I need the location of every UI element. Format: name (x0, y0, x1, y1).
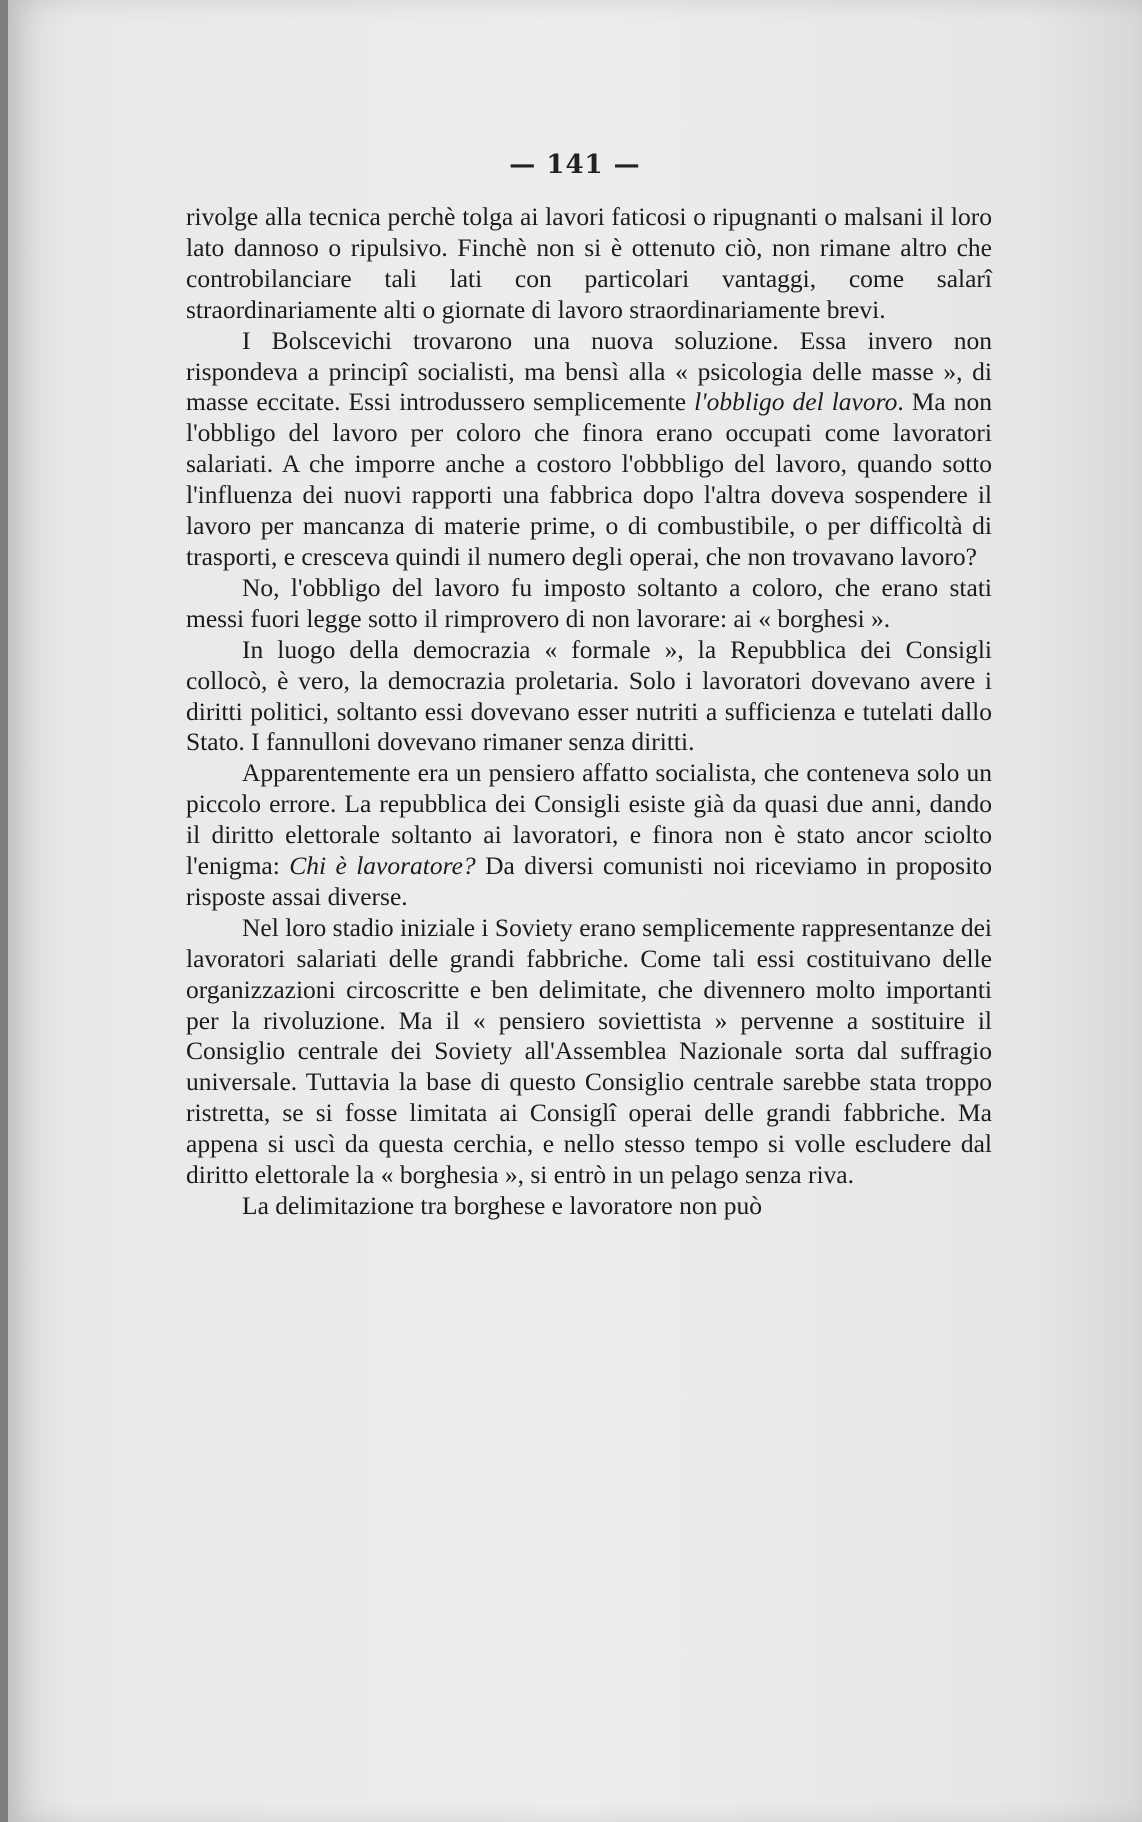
book-page (8, 0, 1142, 1822)
paragraph (186, 573, 992, 635)
paragraph-text: . Ma non l'obbligo del lavoro per coloro che finora erano occupati come lavoratori salariati. A che imporre anche a costoro l'obbbligo del lavoro, quando sotto l'influenza dei nuovi rapporti una fabbrica dopo l'altra doveva sospendere il lavoro per mancanza di materie prime, o di combustibile, o per difficoltà di trasporti, e cresceva quindi il numero degli operai, che non trovavano lavoro? (186, 387, 992, 571)
paragraph (186, 202, 992, 326)
paragraph-text: Da diversi comunisti noi riceviamo in proposito risposte assai diverse. (186, 851, 992, 911)
paragraph (186, 758, 992, 913)
body-text (186, 202, 992, 1222)
paragraph-text: In luogo della democrazia « formale », la Repubblica dei Consigli collocò, è vero, la democrazia proletaria. Solo i lavoratori dovevano avere i diritti politici, soltanto essi dovevano esser nutriti a sufficienza e tutelati dallo Stato. I fannulloni dovevano rimaner senza diritti. (186, 634, 992, 757)
paragraph (186, 1191, 992, 1222)
italic-text: l'obbligo del lavoro (694, 387, 898, 417)
paragraph (186, 326, 992, 573)
paragraph-text: rivolge alla tecnica perchè tolga ai lavori faticosi o ripugnanti o malsani il loro lato dannoso o ripulsivo. Finchè non si è ottenuto ciò, non rimane altro che controbilanciare tali lati con particolari vantaggi, come salarî straordinariamente alti o giornate di lavoro straordinariamente brevi. (186, 202, 992, 324)
paragraph-text: No, l'obbligo del lavoro fu imposto soltanto a coloro, che erano stati messi fuori legge sotto il rimprovero di non lavorare: ai « borghesi ». (186, 572, 992, 633)
paragraph-text: Apparentemente era un pensiero affatto socialista, che conteneva solo un piccolo errore. La repubblica dei Consigli esiste già da quasi due anni, dando il diritto elettorale soltanto ai lavoratori, e finora non è stato ancor sciolto l'enigma: (186, 758, 992, 881)
page-number: — 141 — (509, 150, 641, 180)
paragraph-text: I Bolscevichi trovarono una nuova soluzione. Essa invero non rispondeva a principî socialisti, ma bensì alla « psicologia delle masse », di masse eccitate. Essi introdussero semplicemente (186, 325, 992, 417)
paragraph (186, 913, 992, 1191)
paragraph-text: La delimitazione tra borghese e lavoratore non può (242, 1191, 762, 1220)
paragraph-text: Nel loro stadio iniziale i Soviety erano semplicemente rappresentanze dei lavoratori salariati delle grandi fabbriche. Come tali essi costituivano delle organizzazioni circoscritte e ben delimitate, che divennero molto importanti per la rivoluzione. Ma il « pensiero soviettista » pervenne a sostituire il Consiglio centrale dei Soviety all'Assemblea Nazionale sorta dal suffragio universale. Tuttavia la base di questo Consiglio centrale sarebbe stata troppo ristretta, se si fosse limitata ai Consiglî operai delle grandi fabbriche. Ma appena si uscì da questa cerchia, e nello stesso tempo si volle escludere dal diritto elettorale la « borghesia », si entrò in un pelago senza riva. (186, 912, 992, 1190)
italic-text: Chi è lavoratore? (289, 851, 476, 881)
paragraph (186, 635, 992, 759)
